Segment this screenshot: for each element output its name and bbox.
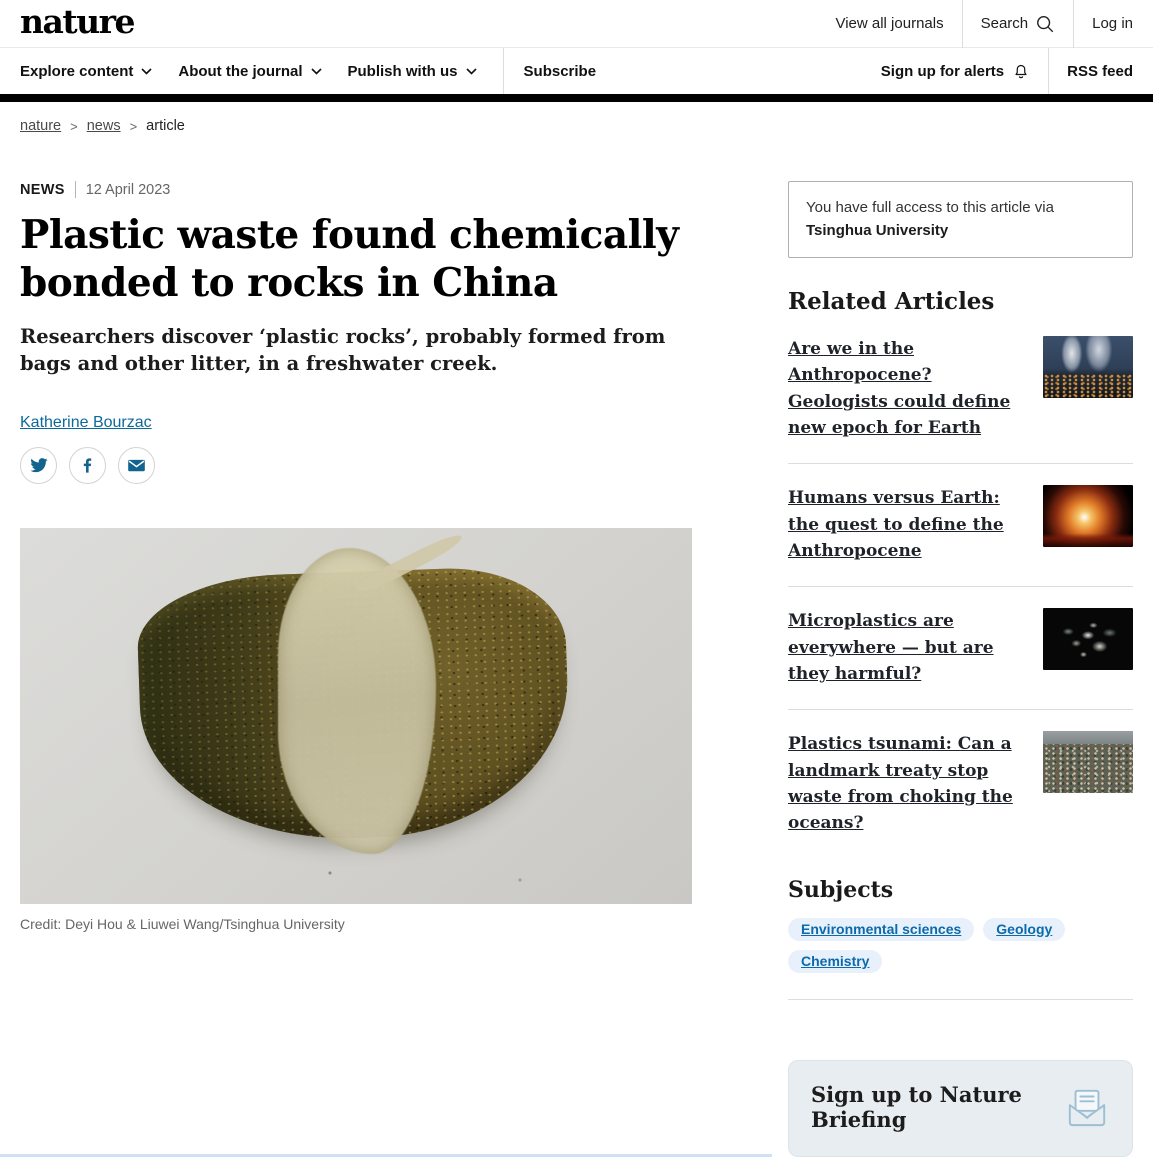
related-article-link[interactable]: Are we in the Anthropocene? Geologists could define new epoch for Earth — [788, 339, 1011, 439]
related-article-item[interactable] — [788, 315, 1133, 464]
breadcrumb-nature-link[interactable]: nature — [20, 118, 62, 134]
breadcrumb-separator: > — [70, 118, 78, 134]
related-thumbnail-explosion[interactable] — [1043, 485, 1133, 547]
nav-subscribe[interactable]: Subscribe — [523, 62, 597, 80]
article-meta — [20, 181, 692, 198]
search-link[interactable]: Search — [963, 0, 1074, 48]
related-article-item[interactable] — [788, 464, 1133, 587]
related-article-link[interactable]: Microplastics are everywhere — but are they harmful? — [788, 611, 994, 685]
share-email-button[interactable] — [118, 447, 155, 484]
nav-explore-content[interactable]: Explore content — [20, 48, 178, 94]
article-standfirst: Researchers discover ‘plastic rocks’, probably formed from bags and other litter, in a freshwater creek. — [20, 325, 666, 376]
share-facebook-button[interactable] — [69, 447, 106, 484]
related-thumbnail-microplastics[interactable] — [1043, 608, 1133, 670]
divider — [788, 999, 1133, 1000]
chevron-down-icon — [466, 68, 477, 75]
page-title: Plastic waste found chemically bonded to rocks in China — [20, 212, 679, 306]
chevron-down-icon — [141, 68, 152, 75]
log-in-link[interactable]: Log in — [1092, 15, 1133, 32]
subject-tags — [788, 918, 1133, 973]
nav-about-journal[interactable]: About the journal — [178, 48, 347, 94]
twitter-icon — [29, 456, 48, 475]
share-buttons — [20, 447, 692, 484]
related-thumbnail-anthropocene-city[interactable] — [1043, 336, 1133, 398]
article-main — [20, 181, 692, 1157]
related-article-link[interactable]: Humans versus Earth: the quest to define the Anthropocene — [788, 488, 1004, 562]
related-article-link[interactable]: Plastics tsunami: Can a landmark treaty stop waste from choking the oceans? — [788, 734, 1013, 834]
access-institution: Tsinghua University — [806, 221, 949, 239]
view-all-journals-link[interactable]: View all journals — [835, 15, 944, 32]
article-image-plastic-rock — [20, 528, 692, 904]
share-twitter-button[interactable] — [20, 447, 57, 484]
bell-icon[interactable] — [1012, 62, 1030, 81]
related-article-item[interactable] — [788, 587, 1133, 710]
journal-nav — [0, 48, 1153, 94]
divider — [75, 181, 76, 198]
breadcrumb-news-link[interactable]: news — [86, 118, 121, 134]
related-article-item[interactable] — [788, 710, 1133, 858]
nav-publish-with-us[interactable]: Publish with us — [348, 48, 503, 94]
breadcrumb-current: article — [146, 118, 185, 134]
subject-tag-geology[interactable]: Geology — [983, 918, 1065, 941]
subject-tag-chemistry[interactable]: Chemistry — [788, 950, 882, 973]
author-link[interactable]: Katherine Bourzac — [20, 413, 152, 431]
breadcrumb-separator: > — [129, 118, 138, 134]
article-date: 12 April 2023 — [85, 181, 171, 198]
article-kicker: NEWS — [20, 181, 65, 198]
nav-right — [881, 48, 1133, 94]
email-icon — [126, 455, 147, 476]
image-credit: Credit: Deyi Hou & Liuwei Wang/Tsinghua University — [20, 915, 345, 932]
header-top-row — [0, 0, 1153, 48]
related-articles-heading: Related Articles — [788, 288, 995, 315]
header-top-links — [817, 0, 1133, 48]
access-notice: You have full access to this article via Tsinghua University — [788, 181, 1133, 258]
sign-up-for-alerts-link[interactable]: Sign up for alerts — [881, 48, 1048, 94]
plastic-film-shape — [278, 548, 436, 854]
page-content — [0, 118, 1153, 1157]
nature-briefing-heading: Sign up to Nature Briefing — [811, 1081, 1022, 1132]
next-section-edge — [0, 1154, 772, 1157]
rss-feed-link[interactable]: RSS feed — [1067, 62, 1133, 80]
site-header — [0, 0, 1153, 102]
sidebar — [788, 181, 1133, 1157]
header-accent-bar — [0, 94, 1153, 102]
briefing-envelope-icon — [1064, 1086, 1110, 1128]
nature-logo[interactable]: nature — [20, 2, 134, 41]
breadcrumb — [20, 118, 1133, 134]
two-column-layout — [20, 181, 1133, 1157]
search-icon[interactable] — [1035, 14, 1055, 34]
facebook-icon — [78, 456, 97, 475]
subject-tag-environmental-sciences[interactable]: Environmental sciences — [788, 918, 974, 941]
nature-briefing-banner[interactable] — [788, 1060, 1133, 1157]
chevron-down-icon — [311, 68, 322, 75]
related-thumbnail-plastic-waste[interactable] — [1043, 731, 1133, 793]
subjects-heading: Subjects — [788, 876, 894, 903]
